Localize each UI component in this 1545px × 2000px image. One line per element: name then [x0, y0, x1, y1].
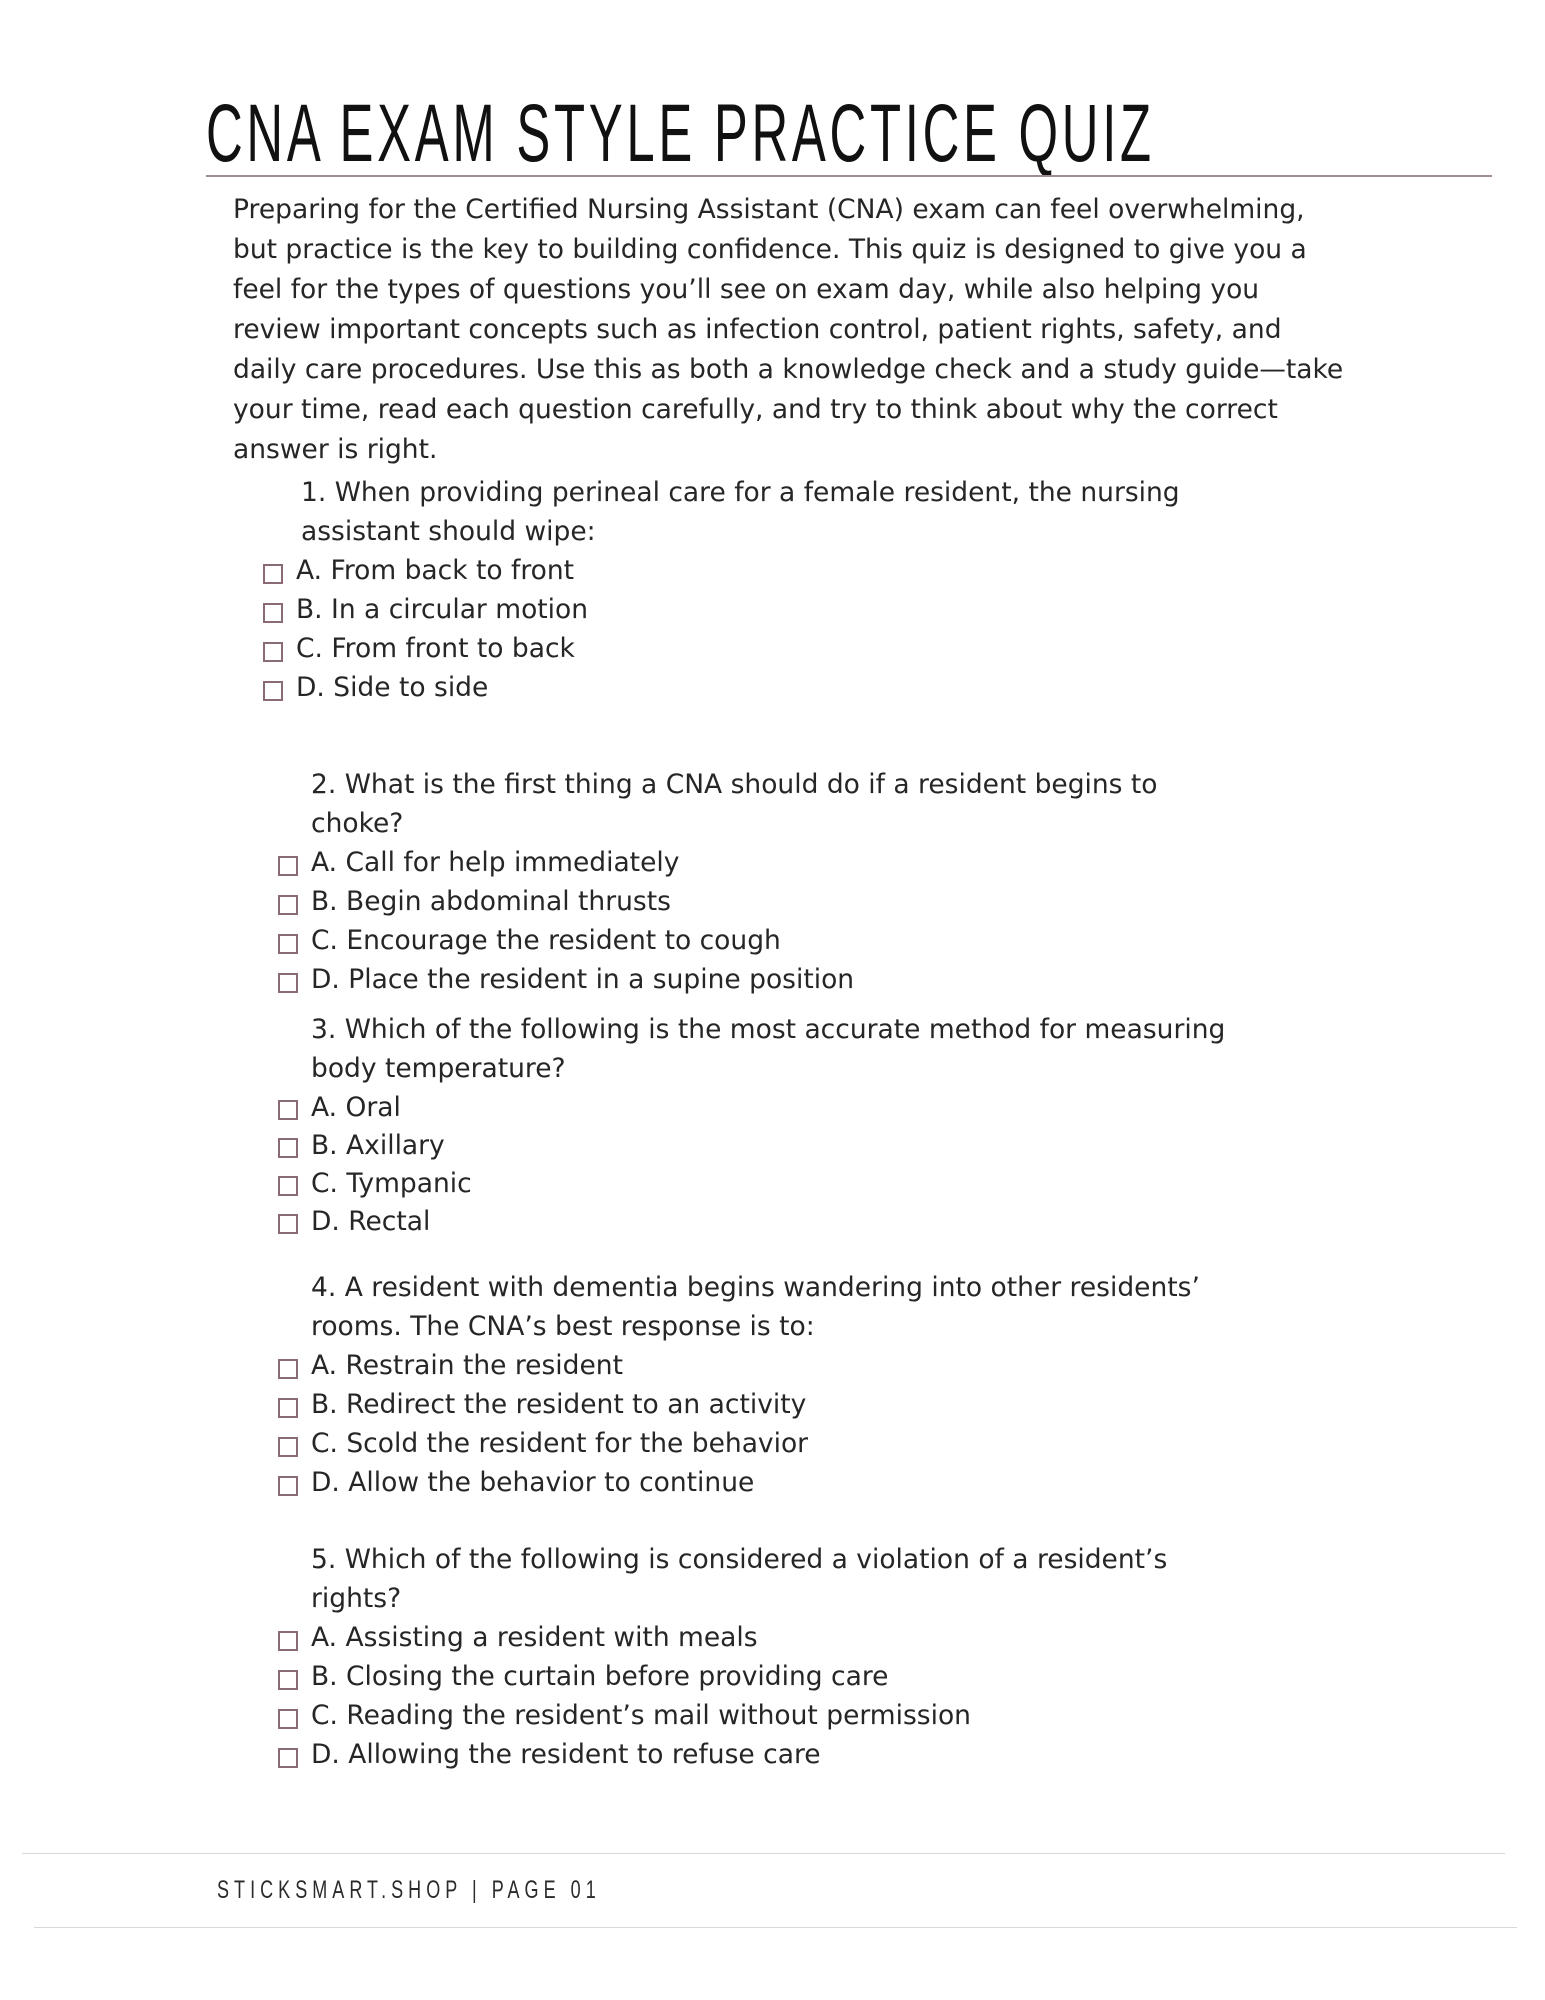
- question-text: 5. Which of the following is considered a violation of a resident’s rights?: [311, 1544, 1168, 1614]
- checkbox-icon[interactable]: [278, 856, 298, 876]
- answer-option[interactable]: [278, 921, 1231, 960]
- answer-option[interactable]: [278, 1735, 1231, 1774]
- checkbox-icon[interactable]: [263, 564, 283, 584]
- option-label: D. Allow the behavior to continue: [311, 1467, 755, 1498]
- answer-option[interactable]: [278, 1463, 1271, 1502]
- checkbox-icon[interactable]: [278, 973, 298, 993]
- checkbox-icon[interactable]: [278, 1176, 298, 1196]
- answer-option[interactable]: [278, 1164, 1231, 1202]
- option-label: C. Encourage the resident to cough: [311, 925, 781, 956]
- option-label: B. Axillary: [311, 1129, 445, 1161]
- checkbox-icon[interactable]: [278, 1476, 298, 1496]
- answer-option[interactable]: [278, 843, 1231, 882]
- checkbox-icon[interactable]: [278, 934, 298, 954]
- answer-option[interactable]: [278, 1657, 1231, 1696]
- checkbox-icon[interactable]: [263, 681, 283, 701]
- checkbox-icon[interactable]: [278, 1138, 298, 1158]
- checkbox-icon[interactable]: [278, 1214, 298, 1234]
- footer-label: STICKSMART.SHOP | PAGE 01: [217, 1876, 601, 1904]
- answer-option[interactable]: [263, 590, 1231, 629]
- checkbox-icon[interactable]: [278, 1631, 298, 1651]
- question-3: [278, 1010, 1231, 1240]
- answer-option[interactable]: [278, 1618, 1231, 1657]
- option-label: B. Begin abdominal thrusts: [311, 886, 671, 917]
- checkbox-icon[interactable]: [278, 1359, 298, 1379]
- checkbox-icon[interactable]: [278, 1398, 298, 1418]
- answer-option[interactable]: [278, 1088, 1231, 1126]
- option-label: A. Call for help immediately: [311, 847, 680, 878]
- checkbox-icon[interactable]: [263, 642, 283, 662]
- answer-option[interactable]: [278, 960, 1231, 999]
- answer-option[interactable]: [263, 551, 1231, 590]
- question-1: [263, 473, 1231, 707]
- intro-paragraph: Preparing for the Certified Nursing Assistant (CNA) exam can feel overwhelming, but practice is the key to building confidence. This quiz is designed to give you a feel for the types of questions you’ll see on exam day, while also helping you review important concepts such as infection control, patient rights, safety, and daily care procedures. Use this as both a knowledge check and a study guide—take your time, read each question carefully, and try to think about why the correct answer is right.: [233, 194, 1344, 465]
- option-label: B. Redirect the resident to an activity: [311, 1389, 807, 1420]
- option-label: D. Rectal: [311, 1205, 431, 1237]
- footer-top-divider: [22, 1853, 1505, 1854]
- option-label: C. Tympanic: [311, 1167, 472, 1199]
- option-label: B. Closing the curtain before providing care: [311, 1661, 889, 1692]
- answer-option[interactable]: [263, 629, 1231, 668]
- option-label: D. Place the resident in a supine position: [311, 964, 855, 995]
- question-2: [278, 765, 1231, 999]
- question-text: 3. Which of the following is the most accurate method for measuring body temperature?: [311, 1014, 1226, 1084]
- answer-option[interactable]: [278, 1424, 1271, 1463]
- option-label: A. Assisting a resident with meals: [311, 1622, 758, 1653]
- answer-option[interactable]: [278, 1126, 1231, 1164]
- question-text: 2. What is the first thing a CNA should do if a resident begins to choke?: [311, 769, 1158, 839]
- answer-option[interactable]: [278, 1696, 1231, 1735]
- footer-bottom-divider: [34, 1927, 1517, 1928]
- answer-option[interactable]: [263, 668, 1231, 707]
- option-label: A. Oral: [311, 1091, 401, 1123]
- option-label: C. Scold the resident for the behavior: [311, 1428, 809, 1459]
- checkbox-icon[interactable]: [278, 1437, 298, 1457]
- checkbox-icon[interactable]: [263, 603, 283, 623]
- page-title: CNA EXAM STYLE PRACTICE QUIZ: [206, 88, 1155, 179]
- answer-option[interactable]: [278, 1202, 1231, 1240]
- option-label: D. Allowing the resident to refuse care: [311, 1739, 821, 1770]
- question-5: [278, 1540, 1231, 1774]
- answer-option[interactable]: [278, 1346, 1271, 1385]
- question-4: [278, 1268, 1271, 1502]
- checkbox-icon[interactable]: [278, 1100, 298, 1120]
- checkbox-icon[interactable]: [278, 895, 298, 915]
- checkbox-icon[interactable]: [278, 1748, 298, 1768]
- checkbox-icon[interactable]: [278, 1670, 298, 1690]
- answer-option[interactable]: [278, 882, 1231, 921]
- option-label: C. Reading the resident’s mail without permission: [311, 1700, 971, 1731]
- title-divider: [206, 175, 1492, 177]
- answer-option[interactable]: [278, 1385, 1271, 1424]
- option-label: A. From back to front: [296, 555, 575, 586]
- question-text: 4. A resident with dementia begins wandering into other residents’ rooms. The CNA’s best response is to:: [311, 1272, 1200, 1342]
- checkbox-icon[interactable]: [278, 1709, 298, 1729]
- option-label: A. Restrain the resident: [311, 1350, 623, 1381]
- option-label: D. Side to side: [296, 672, 489, 703]
- question-text: 1. When providing perineal care for a female resident, the nursing assistant should wipe:: [301, 477, 1180, 547]
- option-label: B. In a circular motion: [296, 594, 589, 625]
- option-label: C. From front to back: [296, 633, 575, 664]
